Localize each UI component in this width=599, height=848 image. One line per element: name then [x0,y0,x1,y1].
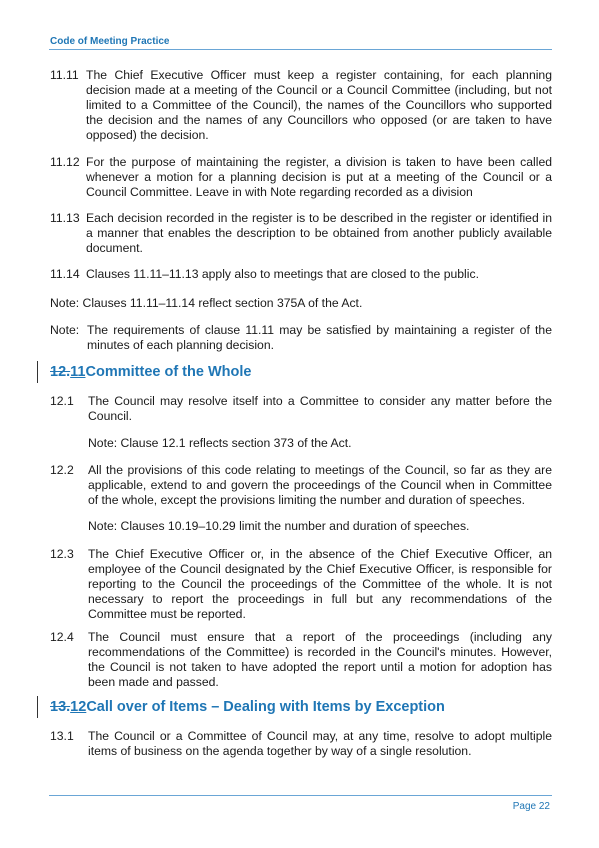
clause-12-2 [50,463,552,508]
deleted-section-number: 13. [50,699,71,715]
clause-12-4 [50,630,552,690]
note-text: The requirements of clause 11.11 may be satisfied by maintaining a register of the minutes of each planning decision. [87,323,552,352]
note-11-register-minutes [50,323,552,353]
clause-number: 12.2 [50,463,74,477]
note-11-section-375a: Note: Clauses 11.11–11.14 reflect section 375A of the Act. [50,296,363,310]
inserted-section-number: 12 [70,699,87,715]
clause-number: 11.11 [50,68,79,82]
deleted-section-number: 12. [50,364,71,380]
clause-text: The Council may resolve itself into a Committee to consider any matter before the Council. [88,394,552,423]
clause-text: The Council or a Committee of Council may, at any time, resolve to adopt multiple items of business on the agenda together by way of a single resolution. [88,729,552,758]
clause-text: The Chief Executive Officer must keep a register containing, for each planning decision made at a meeting of the Council or a Council Committee (including, but not limited to a Committee of the Council), the names of the Councillors who supported the decision and the names of any Councillors who opposed (or are taken to have opposed) the decision. [86,68,552,142]
inserted-section-number: 11 [70,364,86,380]
section-heading-committee-of-the-whole [50,364,251,380]
clause-number: 12.4 [50,630,74,644]
clause-number: 12.1 [50,394,74,408]
change-bar [37,696,38,718]
clause-13-1 [50,729,552,759]
section-heading-call-over-of-items [50,699,445,715]
clause-11-13 [50,211,552,256]
footer-rule [49,795,552,796]
document-header-title: Code of Meeting Practice [50,36,170,47]
clause-text: Each decision recorded in the register is to be described in the register or identified in a manner that enables the description to be obtained from another publicly available document. [86,211,552,255]
header-rule [49,49,552,50]
clause-11-11 [50,68,552,143]
clause-12-3 [50,547,552,622]
change-bar [37,361,38,383]
clause-text: The Chief Executive Officer or, in the absence of the Chief Executive Officer, an employee of the Council designated by the Chief Executive Officer, is responsible for reporting to the Council the proceedings of the Committee of the whole. It is not necessary to report the proceedings in full but any recommendations of the Committee must be reported. [88,547,552,621]
clause-12-1 [50,394,552,424]
clause-text: All the provisions of this code relating to meetings of the Council, so far as they are applicable, extend to and govern the proceedings of the Council when in Committee of the whole, except the provisions limiting the number and duration of speeches. [88,463,552,507]
section-title: Committee of the Whole [85,364,252,380]
clause-text: The Council must ensure that a report of the proceedings (including any recommendations of the Committee) is recorded in the Council's minutes. However, the Council is not taken to have adopted the report until a motion for adoption has been made and passed. [88,630,552,689]
clause-11-12 [50,155,552,200]
clause-text: Clauses 11.11–11.13 apply also to meetings that are closed to the public. [86,267,479,281]
note-label: Note: [50,323,80,337]
page-number: Page 22 [512,801,550,812]
note-12-1: Note: Clause 12.1 reflects section 373 of the Act. [88,436,352,450]
clause-text: For the purpose of maintaining the register, a division is taken to have been called whenever a motion for a planning decision is put at a meeting of the Council or a Council Committee. Leave in with Note regarding recorded as a division [86,155,552,199]
note-12-2: Note: Clauses 10.19–10.29 limit the number and duration of speeches. [88,519,470,533]
clause-number: 11.13 [50,211,80,225]
clause-number: 12.3 [50,547,74,561]
clause-number: 11.14 [50,267,80,281]
section-title: Call over of Items – Dealing with Items by Exception [86,699,445,715]
clause-number: 13.1 [50,729,74,743]
clause-number: 11.12 [50,155,80,169]
clause-11-14 [50,267,552,282]
